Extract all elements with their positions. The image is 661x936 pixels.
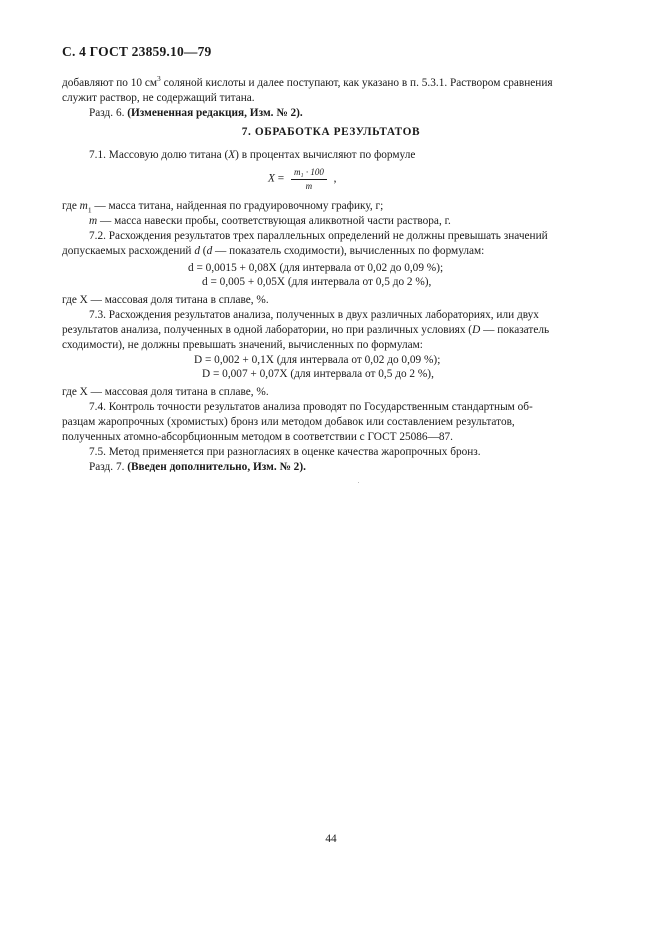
p74-line-1: 7.4. Контроль точности результатов анализа проводят по Государственным стандартным об- — [89, 401, 533, 413]
p73-formula-1: D = 0,002 + 0,1X (для интервала от 0,02 до 0,09 %); — [194, 354, 441, 366]
razd6-note — [89, 106, 627, 121]
p73-b: — показатель — [480, 324, 550, 336]
p73-D: D — [472, 324, 481, 336]
where1-a: где — [62, 200, 80, 212]
where2-b: — масса навески пробы, соответствующая аликвотной части раствора, г. — [97, 215, 451, 227]
p73-formula-2: D = 0,007 + 0,07X (для интервала от 0,5 до 2 %), — [202, 368, 434, 380]
p72-line-2 — [62, 244, 600, 259]
formula-denominator: m — [305, 181, 313, 191]
formula-numerator: m₁ · 100 — [291, 166, 327, 180]
formula-fraction — [291, 166, 327, 192]
p71-b: ) в процентах вычисляют по формуле — [235, 149, 416, 161]
p72-c: — показатель сходимости), вычисленных по формулам: — [212, 245, 485, 257]
p72-a: допускаемых расхождений — [62, 245, 195, 257]
section-title: 7. ОБРАБОТКА РЕЗУЛЬТАТОВ — [241, 126, 421, 138]
p73-where: где X — массовая доля титана в сплаве, %. — [62, 386, 269, 398]
p72-d1: d — [194, 245, 200, 257]
p72-line-1: 7.2. Расхождения результатов трех параллельных определений не должны превышать значений — [89, 230, 548, 242]
razd7-note — [89, 460, 627, 475]
formula-eq: = — [274, 172, 287, 185]
p72-formula-2: d = 0,005 + 0,05X (для интервала от 0,5 до 2 %), — [202, 276, 432, 288]
where-m — [89, 214, 627, 229]
page-header: С. 4 ГОСТ 23859.10—79 — [62, 44, 212, 59]
intro-text-rest: соляной кислоты и далее поступают, как указано в п. 5.3.1. Раствором сравнения — [160, 77, 553, 89]
razd6-amendment: (Измененная редакция, Изм. № 2). — [127, 107, 303, 119]
p73-a: результатов анализа, полученных в одной лаборатории, но при различных условиях ( — [62, 324, 473, 336]
p72-b: ( — [199, 245, 207, 257]
where-m1 — [62, 199, 600, 214]
intro-line-1 — [62, 76, 600, 91]
p75: 7.5. Метод применяется при разногласиях в оценке качества жаропрочных бронз. — [89, 446, 481, 458]
p74-line-2: разцам жаропрочных (хромистых) бронз или методом добавок или составлением результатов, — [62, 416, 515, 428]
page-number: 44 — [325, 833, 337, 845]
p73-line-1: 7.3. Расхождения результатов анализа, полученных в двух различных лабораториях, или двух — [89, 309, 539, 321]
razd7-amendment: (Введен дополнительно, Изм. № 2). — [127, 461, 306, 473]
razd6-prefix: Разд. 6. — [89, 107, 128, 119]
p72-formula-1: d = 0,0015 + 0,08X (для интервала от 0,02 до 0,09 %); — [188, 262, 444, 274]
p72-d2: d — [206, 245, 213, 257]
p73-line-2 — [62, 323, 600, 338]
p71-a: 7.1. Массовую долю титана ( — [89, 149, 229, 161]
formula-tail: , — [330, 172, 337, 185]
scan-speck — [358, 482, 359, 483]
p71-text — [89, 148, 627, 163]
p71-var: X — [228, 149, 236, 161]
formula-71 — [268, 166, 336, 192]
where1-var: m — [79, 200, 88, 212]
intro-line-2: служит раствор, не содержащий титана. — [62, 92, 255, 104]
intro-text: добавляют по 10 см — [62, 77, 158, 89]
razd7-prefix: Разд. 7. — [89, 461, 128, 473]
where1-sub: 1 — [87, 205, 92, 215]
p73-line-3: сходимости), не должны превышать значений, вычисленных по формулам: — [62, 339, 423, 351]
p72-where: где X — массовая доля титана в сплаве, %. — [62, 294, 269, 306]
cm3-superscript: 3 — [157, 74, 161, 84]
p74-line-3: полученных атомно-абсорбционным методом в соответствии с ГОСТ 25086—87. — [62, 431, 453, 443]
formula-lhs: X — [268, 172, 275, 185]
where1-b: — масса титана, найденная по градуировочному графику, г; — [91, 200, 384, 212]
where2-var: m — [89, 215, 98, 227]
